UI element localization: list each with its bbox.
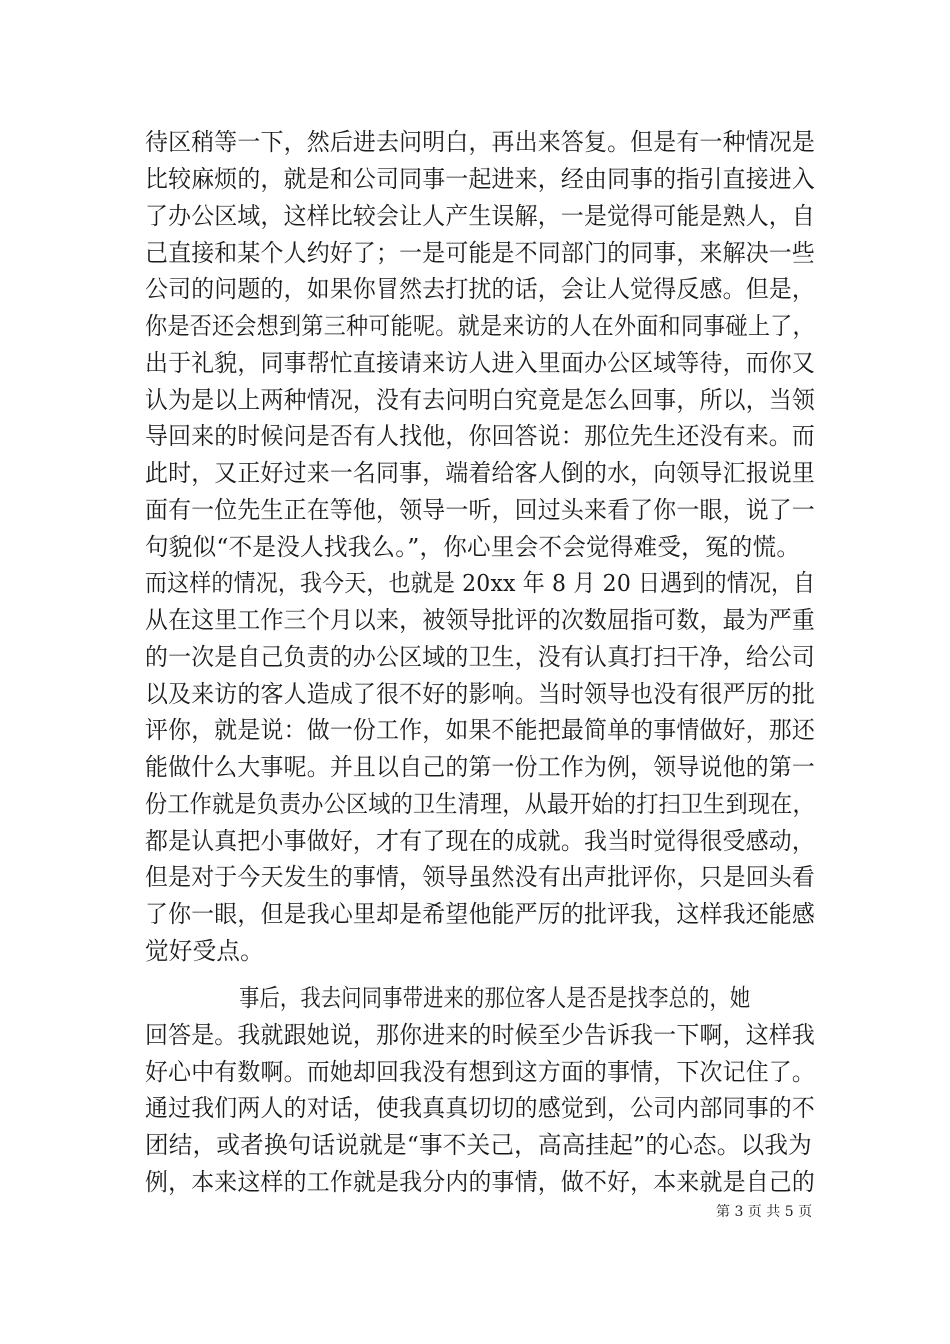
- body-text-line: 但是对于今天发生的事情，领导虽然没有出声批评你，只是回头看: [145, 863, 816, 891]
- body-text-line: 团结，或者换句话说就是“事不关己，高高挂起”的心态。以我为: [145, 1131, 812, 1159]
- body-text-line: 公司的问题的，如果你冒然去打扰的话，会让人觉得反感。但是，: [145, 275, 816, 303]
- body-text-line: 认为是以上两种情况，没有去问明白究竟是怎么回事，所以，当领: [145, 386, 816, 414]
- body-text-line: 好心中有数啊。而她却回我没有想到这方面的事情，下次记住了。: [145, 1058, 816, 1086]
- body-text-line: 面有一位先生正在等他，领导一听，回过头来看了你一眼，说了一: [145, 496, 816, 524]
- body-text-line: 了办公区域，这样比较会让人产生误解，一是觉得可能是熟人，自: [145, 202, 816, 230]
- body-text-line: 己直接和某个人约好了；一是可能是不同部门的同事，来解决一些: [145, 239, 816, 267]
- body-text-line: 评你，就是说：做一份工作，如果不能把最简单的事情做好，那还: [145, 716, 816, 744]
- body-text-line: 例，本来这样的工作就是我分内的事情，做不好，本来就是自己的: [145, 1168, 816, 1196]
- page-number-footer: 第 3 页 共 5 页: [716, 1204, 813, 1220]
- body-text-line: 从在这里工作三个月以来，被领导批评的次数屈指可数，最为严重: [145, 606, 816, 634]
- body-text-line: 的一次是自己负责的办公区域的卫生，没有认真打扫干净，给公司: [145, 643, 816, 671]
- body-text-line: 句貌似“不是没人找我么。”，你心里会不会觉得难受，冤的慌。: [145, 533, 801, 561]
- body-text-line: 回答是。我就跟她说，那你进来的时候至少告诉我一下啊，这样我: [145, 1021, 816, 1049]
- body-text-line: 待区稍等一下，然后进去问明白，再出来答复。但是有一种情况是: [145, 128, 816, 156]
- body-text-line: 此时，又正好过来一名同事，端着给客人倒的水，向领导汇报说里: [145, 459, 816, 487]
- body-text-line: 通过我们两人的对话，使我真真切切的感觉到，公司内部同事的不: [145, 1094, 816, 1122]
- body-text-line: 事后，我去问同事带进来的那位客人是否是找李总的，她: [239, 984, 751, 1012]
- body-text-line: 出于礼貌，同事帮忙直接请来访人进入里面办公区域等待，而你又: [145, 349, 816, 377]
- body-text-line: 比较麻烦的，就是和公司同事一起进来，经由同事的指引直接进入: [145, 165, 816, 193]
- body-text-line: 你是否还会想到第三种可能呢。就是来访的人在外面和同事碰上了，: [145, 312, 815, 340]
- body-text-line: 能做什么大事呢。并且以自己的第一份工作为例，领导说他的第一: [145, 753, 816, 781]
- body-text-line: 了你一眼，但是我心里却是希望他能严厉的批评我，这样我还能感: [145, 900, 816, 928]
- body-text-line: 导回来的时候问是否有人找他，你回答说：那位先生还没有来。而: [145, 422, 816, 450]
- body-text-line: 份工作就是负责办公区域的卫生清理，从最开始的打扫卫生到现在，: [145, 790, 815, 818]
- body-text-line: 以及来访的客人造成了很不好的影响。当时领导也没有很严厉的批: [145, 680, 816, 708]
- body-text-line: 而这样的情况，我今天，也就是 20xx 年 8 月 20 日遇到的情况，自: [145, 569, 816, 597]
- body-text-line: 觉好受点。: [145, 937, 264, 965]
- body-text-line: 都是认真把小事做好，才有了现在的成就。我当时觉得很受感动，: [145, 827, 816, 855]
